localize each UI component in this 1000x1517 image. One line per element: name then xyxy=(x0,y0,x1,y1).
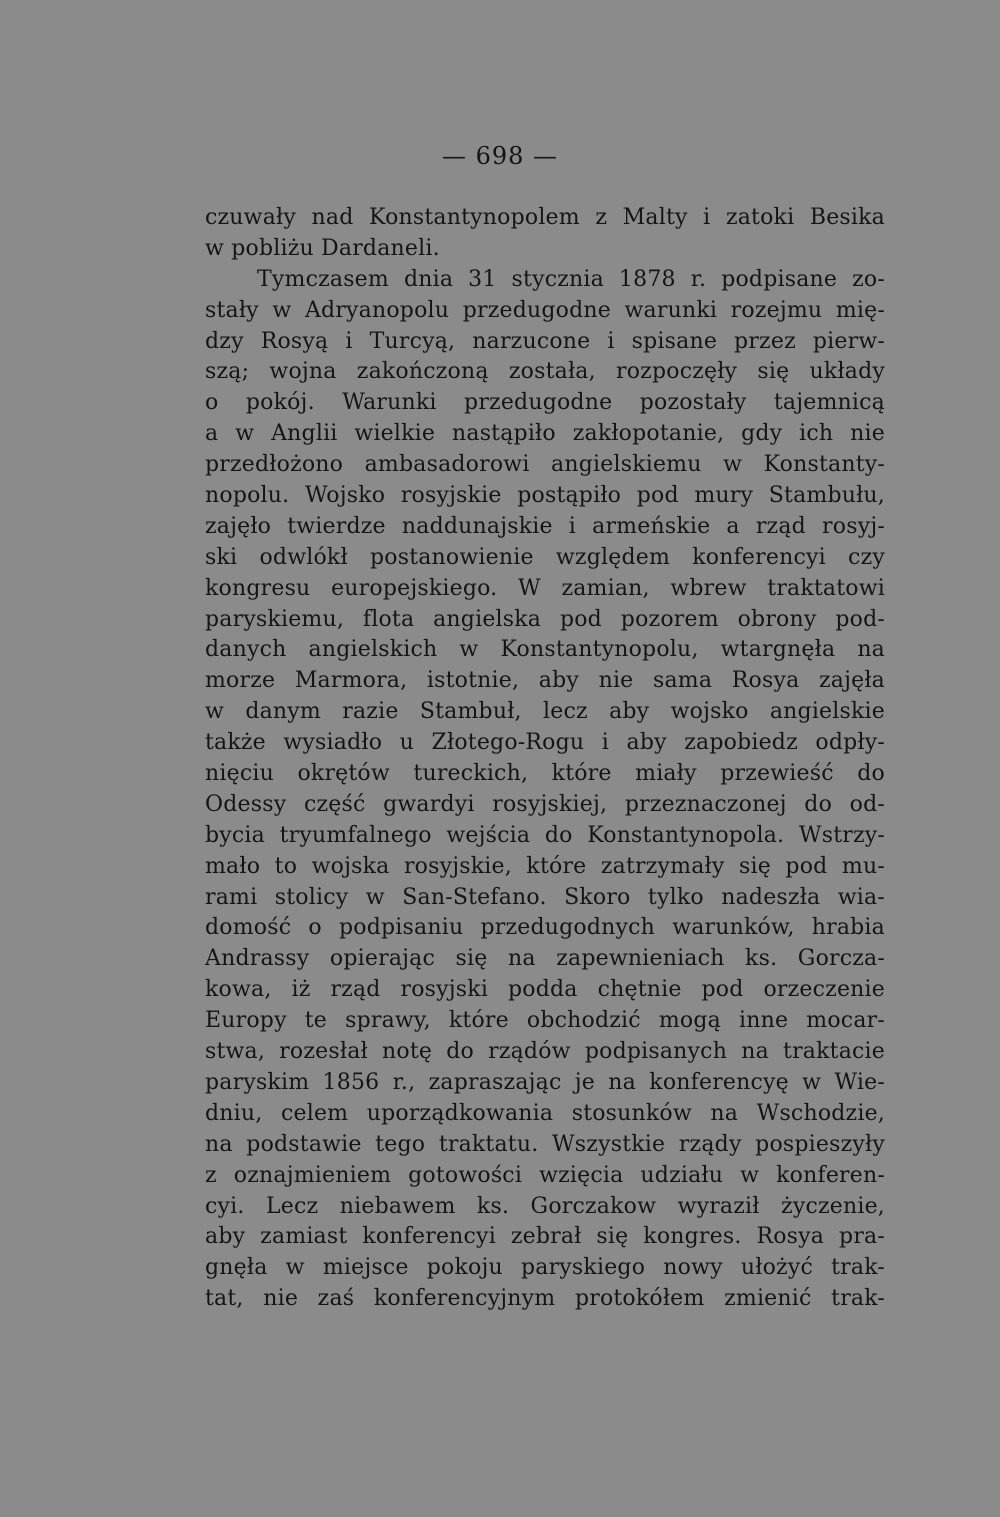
text-line: rami stolicy w San-Stefano. Skoro tylko nadeszła wia- xyxy=(205,884,885,910)
text-line: paryskim 1856 r., zapraszając je na konferencyę w Wie- xyxy=(205,1069,885,1095)
text-line: Andrassy opierając się na zapewnieniach ks. Gorcza- xyxy=(205,946,885,972)
page-number: — 698 — xyxy=(441,142,559,170)
text-line: nięciu okrętów tureckich, które miały przewieść do xyxy=(205,761,885,787)
text-line: dzy Rosyą i Turcyą, narzucone i spisane przez pierw- xyxy=(205,328,885,354)
text-line: domość o podpisaniu przedugodnych warunków, hrabia xyxy=(205,915,885,941)
text-line: ski odwlókł postanowienie względem konferencyi czy xyxy=(205,544,885,570)
text-line: także wysiadło u Złotego-Rogu i aby zapobiedz odpły- xyxy=(205,730,885,756)
text-line: szą; wojna zakończoną została, rozpoczęły się układy xyxy=(205,359,885,385)
text-line: stwa, rozesłał notę do rządów podpisanych na traktacie xyxy=(205,1039,885,1065)
text-line: mało to wojska rosyjskie, które zatrzymały się pod mu- xyxy=(205,853,885,879)
text-line: w pobliżu Dardaneli. xyxy=(205,235,440,261)
text-line: a w Anglii wielkie nastąpiło zakłopotanie, gdy ich nie xyxy=(205,421,885,447)
text-line: cyi. Lecz niebawem ks. Gorczakow wyraził życzenie, xyxy=(205,1193,885,1219)
text-line: gnęła w miejsce pokoju paryskiego nowy ułożyć trak- xyxy=(205,1255,885,1281)
text-line: z oznajmieniem gotowości wzięcia udziału w konferen- xyxy=(205,1162,885,1188)
text-line: bycia tryumfalnego wejścia do Konstantynopola. Wstrzy- xyxy=(205,822,885,848)
text-line: przedłożono ambasadorowi angielskiemu w Konstanty- xyxy=(205,452,885,478)
text-line: zajęło twierdze naddunajskie i armeńskie a rząd rosyj- xyxy=(205,513,885,539)
text-line: tat, nie zaś konferencyjnym protokółem zmienić trak- xyxy=(205,1286,885,1312)
text-line: Odessy część gwardyi rosyjskiej, przeznaczonej do od- xyxy=(205,791,885,817)
text-line: nopolu. Wojsko rosyjskie postąpiło pod mury Stambułu, xyxy=(205,483,885,509)
text-line: o pokój. Warunki przedugodne pozostały tajemnicą xyxy=(205,390,885,416)
text-line: czuwały nad Konstantynopolem z Malty i zatoki Besika xyxy=(205,205,885,230)
text-line: w danym razie Stambuł, lecz aby wojsko angielskie xyxy=(205,699,885,725)
text-line: Tymczasem dnia 31 stycznia 1878 r. podpisane zo- xyxy=(257,266,885,292)
text-line: aby zamiast konferencyi zebrał się kongres. Rosya pra- xyxy=(205,1224,885,1250)
text-line: stały w Adryanopolu przedugodne warunki rozejmu mię- xyxy=(205,297,885,323)
text-line: Europy te sprawy, które obchodzić mogą inne mocar- xyxy=(205,1008,885,1034)
text-line: danych angielskich w Konstantynopolu, wtargnęła na xyxy=(205,637,885,663)
text-line: dniu, celem uporządkowania stosunków na Wschodzie, xyxy=(205,1100,885,1126)
text-line: na podstawie tego traktatu. Wszystkie rządy pospieszyły xyxy=(205,1131,885,1157)
body-text xyxy=(205,203,885,1315)
text-line: kongresu europejskiego. W zamian, wbrew traktatowi xyxy=(205,575,885,601)
text-line: kowa, iż rząd rosyjski podda chętnie pod orzeczenie xyxy=(205,977,885,1003)
text-line: paryskiemu, flota angielska pod pozorem obrony pod- xyxy=(205,606,885,632)
text-line: morze Marmora, istotnie, aby nie sama Rosya zajęła xyxy=(205,668,885,694)
